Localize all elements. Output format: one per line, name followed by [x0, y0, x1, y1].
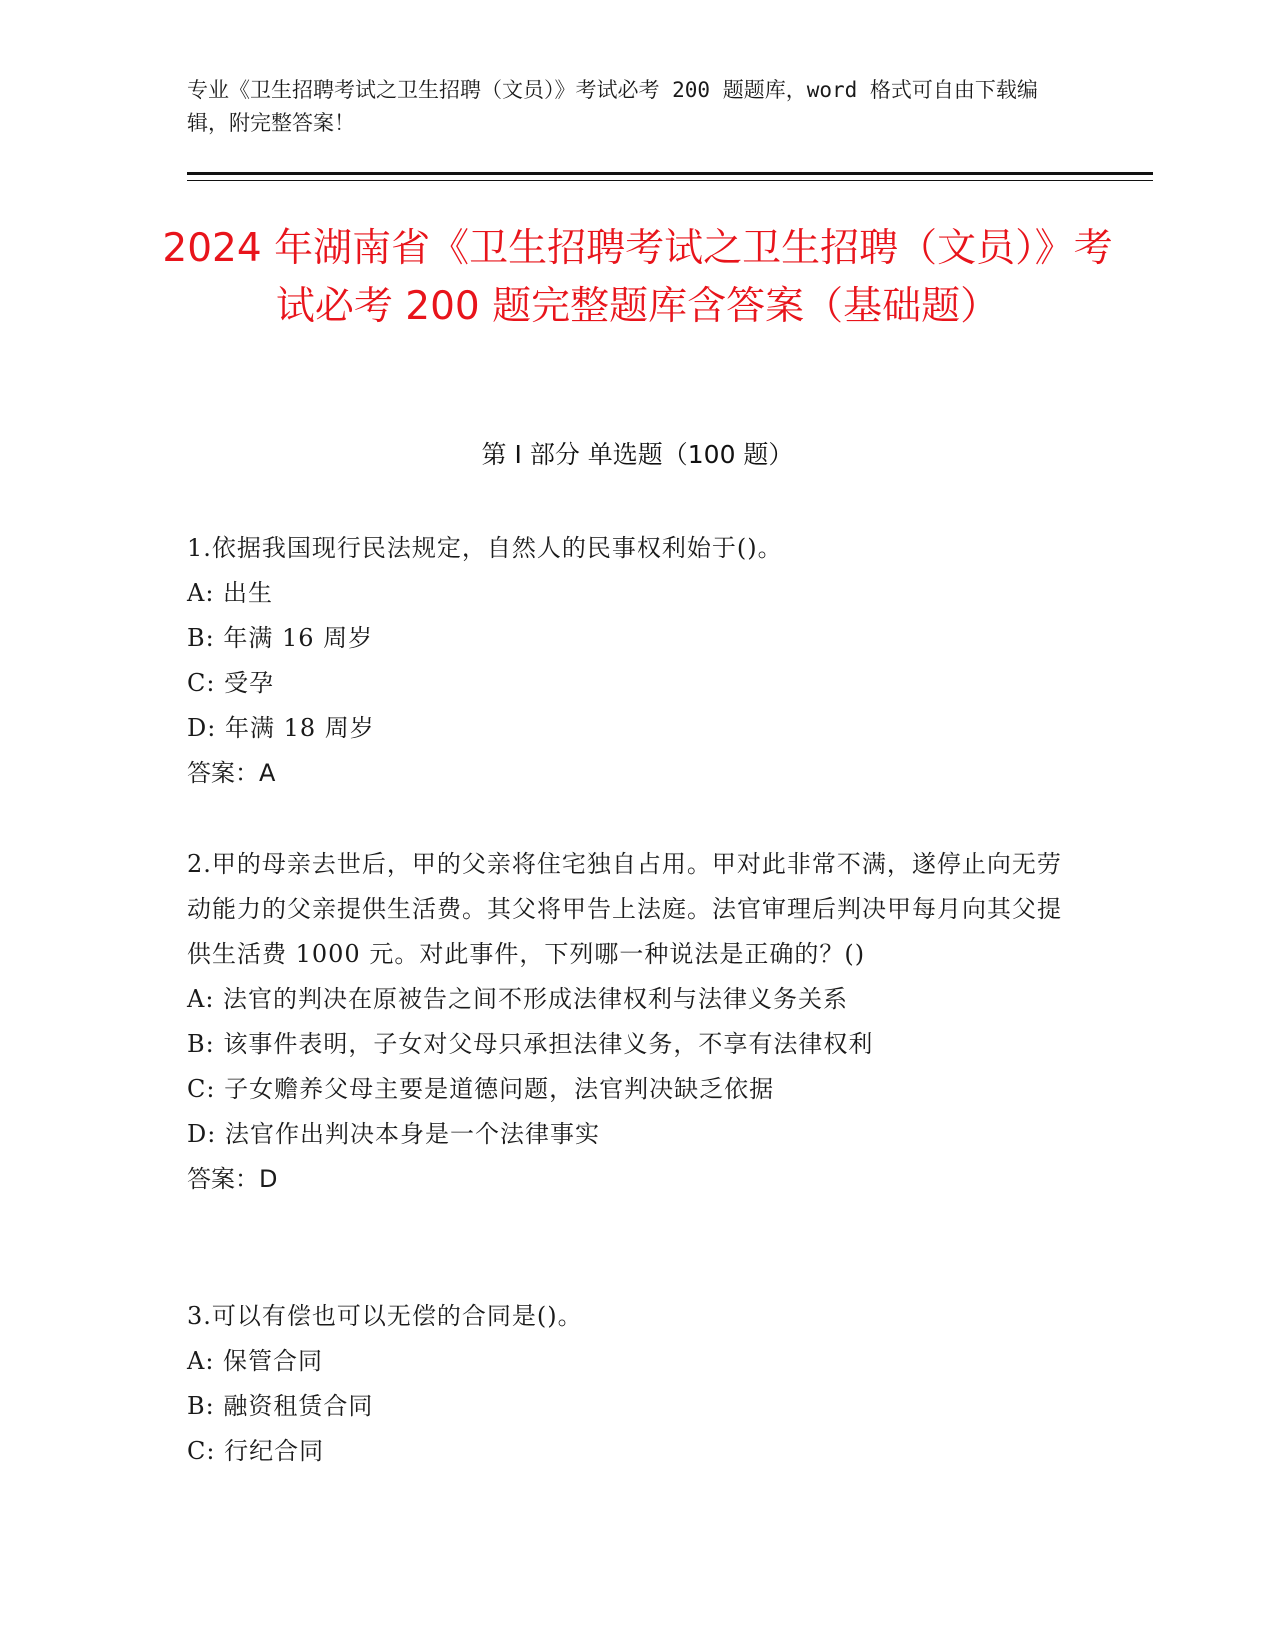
header-rule-thin	[187, 180, 1153, 181]
option-c: C: 行纪合同	[187, 1437, 325, 1465]
option-d: D: 年满 18 周岁	[187, 714, 375, 742]
question-stem: 2.甲的母亲去世后，甲的父亲将住宅独自占用。甲对此非常不满，遂停止向无劳动能力的父亲提供生活费。其父将甲告上法庭。法官审理后判决甲每月向其父提供生活费 1000 元。对此事件，下列哪一种说法是正确的？()	[187, 850, 1062, 968]
question-3	[187, 1294, 1067, 1474]
answer-line	[187, 1157, 1067, 1202]
option-a: A: 保管合同	[187, 1347, 324, 1375]
answer-value: A	[259, 759, 276, 787]
option-a: A: 法官的判决在原被告之间不形成法律权利与法律义务关系	[187, 985, 849, 1013]
option-a: A: 出生	[187, 579, 274, 607]
question-stem: 3.可以有偿也可以无偿的合同是()。	[187, 1302, 583, 1330]
option-b: B: 该事件表明，子女对父母只承担法律义务，不享有法律权利	[187, 1030, 874, 1058]
option-b: B: 年满 16 周岁	[187, 624, 374, 652]
answer-value: D	[259, 1165, 278, 1193]
answer-label: 答案：	[187, 759, 259, 787]
option-b: B: 融资租赁合同	[187, 1392, 374, 1420]
question-2	[187, 842, 1067, 1202]
document-title: 2024 年湖南省《卫生招聘考试之卫生招聘（文员）》考试必考 200 题完整题库含答案（基础题）	[162, 226, 1113, 329]
answer-label: 答案：	[187, 1165, 259, 1193]
option-d: D: 法官作出判决本身是一个法律事实	[187, 1120, 600, 1148]
header-note: 专业《卫生招聘考试之卫生招聘（文员）》考试必考 200 题题库，word 格式可自由下载编辑，附完整答案！	[187, 78, 1038, 135]
option-c: C: 受孕	[187, 669, 275, 697]
header-rule-thick	[187, 172, 1153, 175]
option-c: C: 子女赡养父母主要是道德问题，法官判决缺乏依据	[187, 1075, 775, 1103]
question-stem: 1.依据我国现行民法规定，自然人的民事权利始于()。	[187, 534, 783, 562]
answer-line	[187, 751, 1067, 796]
section-title: 第 I 部分 单选题（100 题）	[481, 440, 794, 469]
question-1	[187, 526, 1067, 796]
